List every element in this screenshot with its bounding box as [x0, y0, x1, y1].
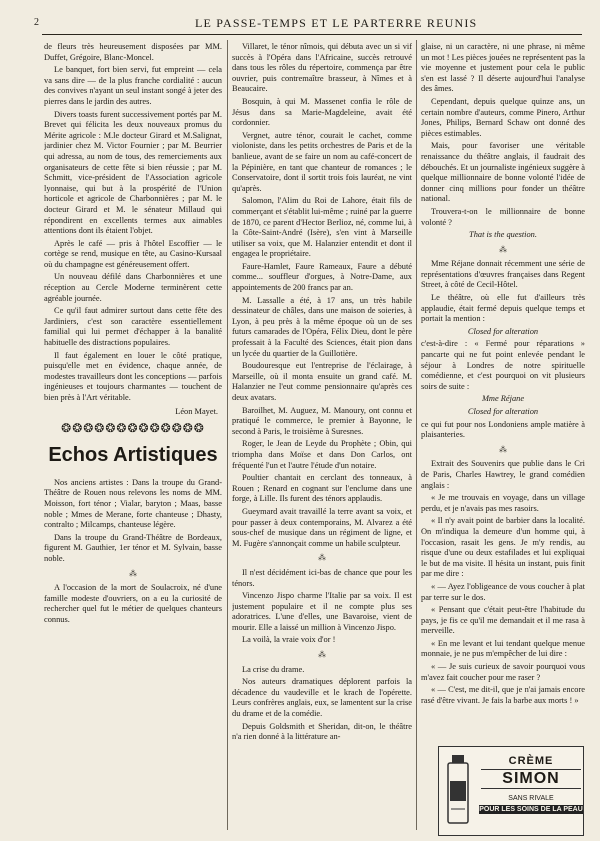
asterism: ⁂ — [318, 650, 326, 660]
ornament-divider: ❂❂❂❂❂❂❂❂❂❂❂❂❂ — [61, 421, 205, 436]
paragraph: Depuis Goldsmith et Sheridan, dit-on, le théâtre n'a rien donné à la littérature an- — [232, 721, 412, 742]
paragraph: M. Lassalle a été, à 17 ans, un très habile dessinateur de châles, dans une maison de soieries, à Lyon, à peu près à la même époque où un de ses futurs camarades de l'Opéra, Félix Dieu, dont le père professait à la Faculté des Sciences, était pion dans un lycée du quartier de la Guillotière. — [232, 295, 412, 358]
paragraph: Extrait des Souvenirs que publie dans le Cri de Paris, Charles Hawtrey, le grand comédien anglais : — [421, 459, 585, 490]
paragraph: La crise du drame. — [242, 664, 305, 674]
ad-tagline: SANS RIVALE — [508, 795, 554, 802]
paragraph: Gueymard avait travaillé la terre avant sa voix, et pour passer à deux contemporains, M. Alvarez a été sous-chef de musique dans un régiment de ligne, et M. Fugère s'annonçait comme un habile sculpteur. — [232, 506, 412, 548]
paragraph: « En me levant et lui tendant quelque menue monnaie, je ne pus m'empêcher de lui dire : — [421, 638, 585, 659]
ad-brand: SIMON — [481, 769, 581, 789]
paragraph: Baroilhet, M. Auguez, M. Manoury, ont connu et pratiqué le commerce, le premier à Bayonne, le second à Paris, le troisième à Suresnes. — [232, 405, 412, 436]
section-title: Echos Artistiques — [48, 443, 218, 466]
paragraph: Divers toasts furent successivement portés par M. Brevet qui félicita les deux nouveaux promus du Mérite agricole : M.le docteur Girard et M.Salignat, jardinier chez M. Victor Fournier ; par M. Beurrier qui adressa, au nom de tous, des remerciements aux organisateurs de cette fête si bien réussie ; par M. Schmitt, vice-président de l'Association agricole lyonnaise, qui but à la prospérité de l'Union horticole et agricole de Charbonnières ; par M. le docteur Girard et M. le sénateur Millaud qui répondirent en excellents termes aux aimables attentions dont ils étaient l'objet. — [44, 109, 222, 236]
paragraph: Mme Réjane donnait récemment une série de représentations d'œuvres françaises dans Regent Street, à côté de Cecil-Hôtel. — [421, 259, 585, 290]
sign-text: Closed for alteration — [467, 326, 539, 336]
paragraph: Bosquin, à qui M. Massenet confia le rôle de Jésus dans sa Marie-Magdeleine, avait été cordonnier. — [232, 96, 412, 128]
column-divider-2 — [416, 40, 417, 830]
paragraph: Roger, le Jean de Leyde du Prophète ; Obin, qui triompha dans Moïse et dans Don Carlos, ont fréquenté l'un et l'autre l'étude d'un notaire. — [232, 439, 412, 470]
ad-title: CRÈME — [508, 755, 554, 767]
paragraph: Trouvera-t-on le millionnaire de bonne volonté ? — [421, 206, 585, 227]
column-divider-1 — [227, 40, 228, 830]
paragraph: Faure-Hamlet, Faure Rameaux, Faure a débuté comme... souffleur d'orgues, à Notre-Dame, aux appointements de 200 francs par an. — [232, 261, 412, 293]
ad-tagline-bold: POUR LES SOINS DE LA PEAU — [479, 806, 583, 813]
paragraph: Vergnet, autre ténor, courait le cachet, comme violoniste, dans les petits orchestres de Paris et de la banlieue, avant de se faire un nom au café-concert de la Pépinière, en tant que chanteur de romances ; le Conservatoire, dont il sortit trois fois lauréat, ne vint qu'après. — [232, 130, 412, 193]
article-signature: Léon Mayet. — [175, 406, 218, 416]
paragraph: ce qui fut pour nos Londoniens ample matière à plaisanteries. — [421, 419, 585, 440]
paragraph: « — Je suis curieux de savoir pourquoi vous m'avez fait coucher pour me raser ? — [421, 662, 585, 682]
paragraph: glaise, ni un caractère, ni une phrase, ni même un mot ! Les pièces jouées ne représentent pas la vie moyenne et justement pour cela le public s'en est lassé ? Il déserte aujourd'hui l'analyse des âmes. — [421, 42, 585, 94]
paragraph: de fleurs très heureusement disposées par MM. Duffet, Grégoire, Blanc-Moncel. — [44, 42, 222, 62]
paragraph: Dans la troupe du Grand-Théâtre de Bordeaux, figurent M. Gauthier, 1er ténor et M. Sylvain, basse noble. — [44, 532, 222, 563]
asterism: ⁂ — [129, 568, 137, 578]
paragraph: Le banquet, fort bien servi, fut empreint — cela va sans dire — de la plus franche cordialité : aucun des convives n'ayant un seul instant songé à jeter des pierres dans le jardin des autres. — [44, 65, 222, 106]
paragraph: Poultier chantait en cerclant des tonneaux, à Rouen ; Renard en cognant sur l'enclume dans une forge, à Lille. Ils furent des ténors applaudis. — [232, 473, 412, 504]
paragraph: Le théâtre, où elle fut d'ailleurs très applaudie, était fermé depuis quelque temps et portait la mention : — [421, 293, 585, 324]
sign-text: Closed for alteration — [467, 407, 539, 416]
paragraph: Villaret, le ténor nîmois, qui débuta avec un si vif succès à l'Opéra dans l'Africaine, succès retrouvé dans tous les rôles du répertoire, commença par être ouvrier, puis contremaître brasseur, à Nîmes et à Beaucaire. — [232, 42, 412, 94]
paragraph: « Il n'y avait point de barbier dans la localité. On m'indiqua la demeure d'un homme qui, à l'occasion, rasait les gens. Je m'y rendis, au risque d'une ou deux estafilades et lui expliquai le but de ma visite. Il hésita un instant, puis finit par me dire : — [421, 516, 585, 579]
paragraph: « — C'est, me dit-il, que je n'ai jamais encore rasé d'être vivant. Je fais la barbe aux morts ! » — [421, 685, 585, 705]
page-number: 2 — [34, 17, 39, 28]
paragraph: Ce qu'il faut admirer surtout dans cette fête des Jardiniers, c'est son caractère essentiellement familial qui lui permet d'échapper à la banalité habituelle des distractions populaires. — [44, 306, 222, 348]
paragraph: « Pensant que c'était peut-être l'habitude du pays, je fis ce qu'il me demandait et il me rasa à merveille. — [421, 605, 585, 636]
paragraph: Mais, pour favoriser une véritable renaissance du théâtre anglais, il faudrait des débouchés. Et un journaliste ingénieux suggère à quelque millionnaire de bonne volonté l'idée de donner cinq millions pour fonder un théâtre national. — [421, 141, 585, 204]
paragraph: Nos auteurs dramatiques déplorent parfois la décadence du vaudeville et le krach de l'opérette. Leurs confrères anglais, eux, se lamentent sur la crise du drame et de la comédie. — [232, 677, 412, 719]
paragraph: « — Ayez l'obligeance de vous coucher à plat par terre sur le dos. — [421, 581, 585, 602]
paragraph: Salomon, l'Alim du Roi de Lahore, était fils de commerçant et s'établit lui-même ; ruiné par la guerre de 1870, ce parent d'Hector Berlioz, né, comme lui, à la Côte-Saint-André (Isère), s'en vint à Marseille utiliser sa voix, que M. Halanzier entendit et dont il engagea le propriétaire. — [232, 196, 412, 259]
paragraph: Il n'est décidément ici-bas de chance que pour les ténors. — [232, 567, 412, 588]
advertisement — [438, 746, 584, 836]
paragraph: Vincenzo Jispo charme l'Italie par sa voix. Il est justement populaire et il ne compte plus ses adoratrices. L'une d'elles, une Bavaroise, vient de mourir. Elle a laissé un million à Vincenzo Jispo. — [232, 591, 412, 632]
paragraph: Après le café — pris à l'hôtel Escoffier — le cortège se rend, musique en tête, au Casino-Kursaal où du champagne est généreusement offert. — [44, 238, 222, 269]
asterism: ⁂ — [318, 553, 326, 563]
sign-text: Mme Réjane — [481, 394, 525, 404]
paragraph: Boudouresque eut l'entreprise de l'éclairage, à Marseille, où il monta ensuite un grand café. M. Halanzier ne l'eut comme pensionnaire qu'après ces deux avatars. — [232, 361, 412, 402]
quote-line: That is the question. — [469, 230, 537, 240]
header-rule — [42, 34, 582, 35]
column-left — [44, 42, 222, 832]
asterism: ⁂ — [499, 244, 507, 254]
column-middle — [232, 42, 412, 832]
paragraph: « Je me trouvais en voyage, dans un village perdu, et je n'avais pas mes rasoirs. — [421, 493, 585, 513]
journal-title: LE PASSE-TEMPS ET LE PARTERRE REUNIS — [195, 16, 478, 30]
paragraph: Un nouveau défilé dans Charbonnières et une réception au Cercle Moderne terminèrent cette agréable journée. — [44, 272, 222, 303]
paragraph: A l'occasion de la mort de Soulacroix, né d'une famille modeste d'ouvriers, on a eu la curiosité de rechercher quel fut le métier de quelques chanteurs connus. — [44, 583, 222, 624]
column-right — [421, 42, 585, 832]
asterism: ⁂ — [499, 444, 507, 454]
paragraph: c'est-à-dire : « Fermé pour réparations » pancarte qui ne fut point enlevée pendant le séjour à Londres de notre spirituelle comédienne, et c'est pourquoi on vit plusieurs soirs de suite : — [421, 339, 585, 391]
paragraph: La voilà, la vraie voix d'or ! — [242, 635, 336, 645]
paragraph: Il faut également en louer le côté pratique, puisqu'elle met en évidence, chaque année, de modestes travailleurs dont les conceptions — parfois ingénieuses et toujours charmantes — touchent de bien près à l'Art véritable. — [44, 350, 222, 402]
cream-jar-icon — [445, 753, 471, 827]
paragraph: Cependant, depuis quelque quinze ans, un certain nombre d'auteurs, comme Pinero, Arthur Jones, Philips, Bernard Schaw ont donné des pièces estimables. — [421, 96, 585, 138]
page-header — [0, 14, 600, 36]
paragraph: Nos anciens artistes : Dans la troupe du Grand-Théâtre de Rouen nous relevons les noms de MM. Moisson, fort ténor ; Vialar, baryton ; Maas, basse noble ; Mmes de Merane, forte chanteuse ; Dhasty, contralto ; Milcamps, chanteuse légère. — [44, 477, 222, 530]
